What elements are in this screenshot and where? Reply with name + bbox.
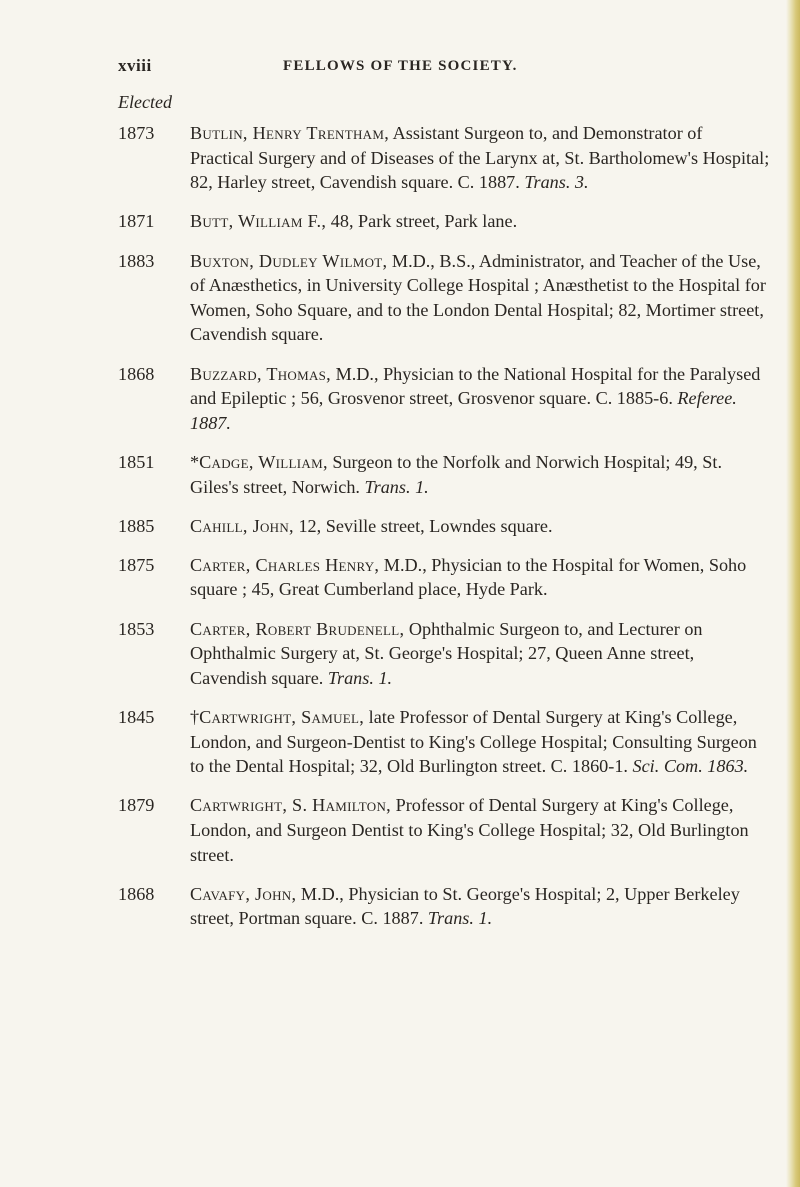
page-header (118, 56, 638, 80)
entry-year: 1845 (118, 707, 155, 728)
fellows-list (118, 121, 770, 946)
fellow-entry (118, 705, 770, 779)
fellow-entry (118, 362, 770, 436)
entry-year: 1853 (118, 618, 155, 639)
entry-text: Surgeon to the Norfolk and Norwich Hospital; 49, St. Giles's street, Norwich. (190, 451, 722, 497)
entry-text: 12, Seville street, Lowndes square. (293, 515, 553, 536)
running-head: FELLOWS OF THE SOCIETY. (283, 58, 518, 74)
entry-year: 1879 (118, 795, 155, 816)
page-edge (786, 0, 800, 1187)
entry-text: late Professor of Dental Surgery at King's College, London, and Surgeon-Dentist to King's College Hospital; Consulting Surgeon to the Dental Hospital; 32, Old Burlington street. C. 1860-1. (190, 707, 757, 777)
entry-name: Buxton, Dudley Wilmot, (190, 250, 388, 271)
entry-text: Ophthalmic Surgeon to, and Lecturer on Ophthalmic Surgery at, St. George's Hospital; 27, Queen Anne street, Cavendish square. (190, 618, 703, 688)
entry-year: 1868 (118, 883, 155, 904)
entry-year: 1873 (118, 123, 155, 143)
entry-text: M.D., B.S., Administrator, and Teacher of the Use, of Anæsthetics, in University College Hospital ; Anæsthetist to the Hospital for Women, Soho Square, and to the London Dental Hospital; 82, Mortimer street, Cavendish square. (190, 250, 766, 345)
fellow-entry (118, 514, 770, 539)
fellow-entry (118, 450, 770, 499)
entry-name: Cartwright, Samuel, (199, 707, 365, 728)
entry-name: Carter, Robert Brudenell, (190, 618, 405, 639)
entry-note: Trans. 3. (524, 172, 589, 193)
entry-name: Butlin, Henry Trentham, (190, 123, 390, 143)
entry-name: Carter, Charles Henry, (190, 554, 380, 575)
entry-text: 48, Park street, Park lane. (326, 211, 518, 232)
fellow-entry (118, 209, 770, 234)
fellow-entry (118, 617, 770, 691)
entry-year: 1851 (118, 451, 155, 472)
entry-text: M.D., Physician to the Hospital for Women, Soho square ; 45, Great Cumberland place, Hyde Park. (190, 554, 747, 600)
entry-name: Cahill, John, (190, 515, 294, 536)
page-number: xviii (118, 56, 152, 75)
entry-name: Cadge, William, (199, 451, 328, 472)
entry-year: 1875 (118, 554, 155, 575)
entry-name: Buzzard, Thomas, (190, 363, 332, 384)
entry-note: Trans. 1. (327, 667, 393, 688)
entry-text: Professor of Dental Surgery at King's College, London, and Surgeon Dentist to King's College Hospital; 32, Old Burlington street. (190, 795, 749, 865)
entry-name: Cartwright, S. Hamilton, (190, 795, 392, 816)
elected-label: Elected (118, 92, 172, 112)
entry-text: Assistant Surgeon to, and Demonstrator of Practical Surgery and of Diseases of the Larynx at, St. Bartholomew's Hospital; 82, Harley street, Cavendish square. C. 1887. (190, 123, 770, 193)
entry-text: M.D., Physician to St. George's Hospital; 2, Upper Berkeley street, Portman square. C. 1887. (190, 883, 740, 929)
entry-note: Sci. Com. 1863. (632, 756, 749, 777)
fellow-entry (118, 249, 770, 347)
fellow-entry (118, 553, 770, 602)
fellow-entry (118, 121, 770, 195)
entry-year: 1871 (118, 211, 155, 232)
entry-year: 1883 (118, 250, 155, 271)
entry-name: Butt, William F., (190, 211, 327, 232)
entry-mark: * (190, 451, 200, 472)
fellow-entry (118, 882, 770, 931)
fellow-entry (118, 793, 770, 867)
entry-note: Trans. 1. (427, 908, 493, 929)
entry-note: Referee. 1887. (190, 388, 737, 433)
entry-mark: † (190, 707, 200, 728)
entry-text: M.D., Physician to the National Hospital for the Paralysed and Epileptic ; 56, Grosvenor street, Grosvenor square. C. 1885-6. (190, 363, 761, 409)
entry-name: Cavafy, John, (190, 883, 297, 904)
entry-year: 1868 (118, 363, 155, 384)
entry-year: 1885 (118, 515, 155, 536)
entry-note: Trans. 1. (364, 476, 429, 497)
